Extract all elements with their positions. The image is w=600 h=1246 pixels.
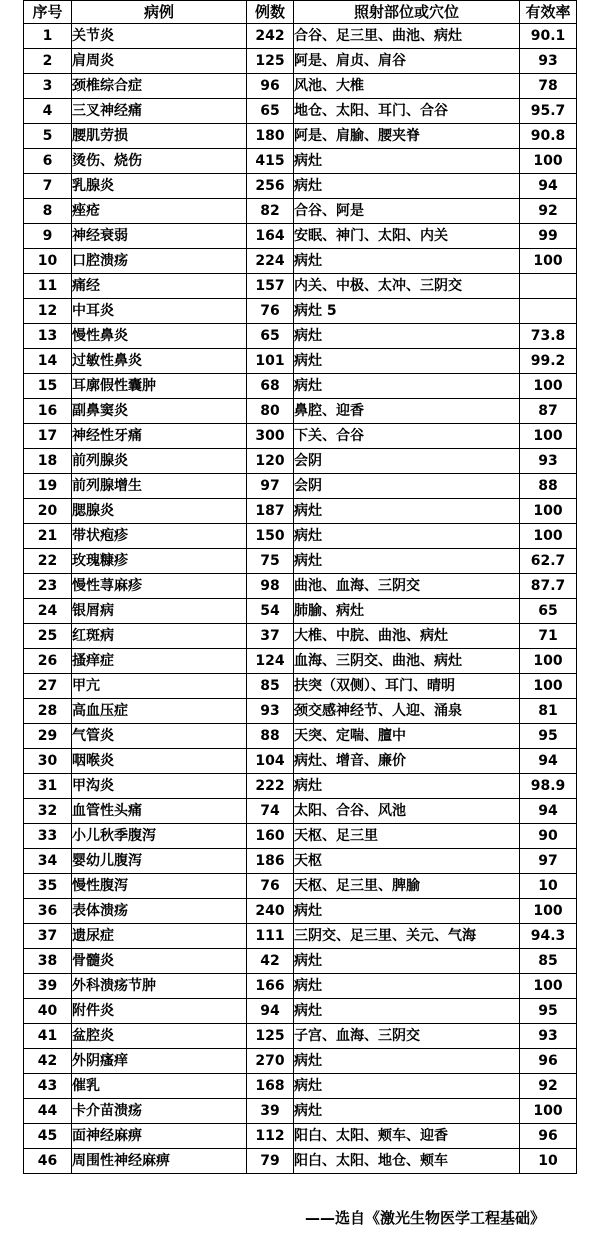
cell-disease: 中耳炎 bbox=[72, 299, 247, 324]
table-row bbox=[24, 724, 577, 749]
cell-rate: 71 bbox=[520, 624, 577, 649]
header-cases: 例数 bbox=[247, 1, 294, 24]
cell-points: 阳白、太阳、地仓、颊车 bbox=[294, 1149, 520, 1174]
cell-cases: 300 bbox=[247, 424, 294, 449]
cell-disease: 面神经麻痹 bbox=[72, 1124, 247, 1149]
cell-disease: 过敏性鼻炎 bbox=[72, 349, 247, 374]
cell-rate: 95 bbox=[520, 999, 577, 1024]
treatment-table bbox=[23, 0, 577, 1174]
cell-cases: 160 bbox=[247, 824, 294, 849]
cell-points: 颈交感神经节、人迎、涌泉 bbox=[294, 699, 520, 724]
cell-index: 26 bbox=[24, 649, 72, 674]
cell-index: 33 bbox=[24, 824, 72, 849]
cell-disease: 前列腺增生 bbox=[72, 474, 247, 499]
cell-rate: 96 bbox=[520, 1124, 577, 1149]
cell-cases: 186 bbox=[247, 849, 294, 874]
cell-disease: 骨髓炎 bbox=[72, 949, 247, 974]
cell-rate: 100 bbox=[520, 1099, 577, 1124]
cell-disease: 带状疱疹 bbox=[72, 524, 247, 549]
cell-index: 18 bbox=[24, 449, 72, 474]
cell-index: 43 bbox=[24, 1074, 72, 1099]
cell-points: 病灶 bbox=[294, 974, 520, 999]
table-row bbox=[24, 324, 577, 349]
cell-index: 31 bbox=[24, 774, 72, 799]
table-row bbox=[24, 999, 577, 1024]
cell-rate: 100 bbox=[520, 374, 577, 399]
cell-index: 44 bbox=[24, 1099, 72, 1124]
cell-rate: 100 bbox=[520, 974, 577, 999]
cell-points: 病灶、增音、廉价 bbox=[294, 749, 520, 774]
cell-disease: 痛经 bbox=[72, 274, 247, 299]
cell-points: 病灶 bbox=[294, 174, 520, 199]
table-row bbox=[24, 974, 577, 999]
cell-points: 阳白、太阳、颊车、迎香 bbox=[294, 1124, 520, 1149]
cell-disease: 红斑病 bbox=[72, 624, 247, 649]
cell-cases: 112 bbox=[247, 1124, 294, 1149]
cell-disease: 神经性牙痛 bbox=[72, 424, 247, 449]
cell-disease: 慢性腹泻 bbox=[72, 874, 247, 899]
table-row bbox=[24, 949, 577, 974]
cell-index: 35 bbox=[24, 874, 72, 899]
cell-index: 42 bbox=[24, 1049, 72, 1074]
table-row bbox=[24, 649, 577, 674]
table-row bbox=[24, 1024, 577, 1049]
cell-index: 13 bbox=[24, 324, 72, 349]
cell-disease: 外科溃疡节肿 bbox=[72, 974, 247, 999]
cell-disease: 腰肌劳损 bbox=[72, 124, 247, 149]
cell-cases: 85 bbox=[247, 674, 294, 699]
cell-cases: 79 bbox=[247, 1149, 294, 1174]
table-row bbox=[24, 1099, 577, 1124]
cell-index: 39 bbox=[24, 974, 72, 999]
cell-points: 合谷、足三里、曲池、病灶 bbox=[294, 24, 520, 49]
table-row bbox=[24, 24, 577, 49]
cell-index: 34 bbox=[24, 849, 72, 874]
cell-cases: 164 bbox=[247, 224, 294, 249]
cell-rate: 65 bbox=[520, 599, 577, 624]
cell-index: 37 bbox=[24, 924, 72, 949]
header-row bbox=[24, 1, 577, 24]
table-row bbox=[24, 624, 577, 649]
cell-cases: 80 bbox=[247, 399, 294, 424]
cell-rate: 90 bbox=[520, 824, 577, 849]
cell-cases: 68 bbox=[247, 374, 294, 399]
cell-index: 7 bbox=[24, 174, 72, 199]
cell-points: 病灶 bbox=[294, 374, 520, 399]
source-citation: ——选自《激光生物医学工程基础》 bbox=[305, 1209, 546, 1227]
table-row bbox=[24, 749, 577, 774]
table-row bbox=[24, 449, 577, 474]
cell-disease: 神经衰弱 bbox=[72, 224, 247, 249]
cell-index: 1 bbox=[24, 24, 72, 49]
cell-disease: 痤疮 bbox=[72, 199, 247, 224]
cell-disease: 副鼻窦炎 bbox=[72, 399, 247, 424]
cell-points: 病灶 bbox=[294, 949, 520, 974]
cell-rate: 88 bbox=[520, 474, 577, 499]
cell-index: 29 bbox=[24, 724, 72, 749]
cell-rate: 94.3 bbox=[520, 924, 577, 949]
cell-index: 2 bbox=[24, 49, 72, 74]
cell-cases: 150 bbox=[247, 524, 294, 549]
table-row bbox=[24, 174, 577, 199]
cell-rate: 93 bbox=[520, 1024, 577, 1049]
cell-rate: 100 bbox=[520, 899, 577, 924]
cell-points: 病灶 bbox=[294, 774, 520, 799]
cell-index: 27 bbox=[24, 674, 72, 699]
cell-cases: 180 bbox=[247, 124, 294, 149]
cell-disease: 烫伤、烧伤 bbox=[72, 149, 247, 174]
cell-cases: 65 bbox=[247, 324, 294, 349]
cell-index: 17 bbox=[24, 424, 72, 449]
cell-cases: 98 bbox=[247, 574, 294, 599]
table-row bbox=[24, 149, 577, 174]
cell-disease: 颈椎综合症 bbox=[72, 74, 247, 99]
table-row bbox=[24, 124, 577, 149]
cell-points: 天突、定喘、膻中 bbox=[294, 724, 520, 749]
cell-index: 30 bbox=[24, 749, 72, 774]
table-row bbox=[24, 74, 577, 99]
cell-rate: 94 bbox=[520, 799, 577, 824]
table-row bbox=[24, 224, 577, 249]
cell-index: 40 bbox=[24, 999, 72, 1024]
table-row bbox=[24, 349, 577, 374]
cell-cases: 256 bbox=[247, 174, 294, 199]
cell-disease: 盆腔炎 bbox=[72, 1024, 247, 1049]
cell-index: 46 bbox=[24, 1149, 72, 1174]
cell-points: 会阴 bbox=[294, 449, 520, 474]
table-row bbox=[24, 699, 577, 724]
table-row bbox=[24, 599, 577, 624]
cell-cases: 42 bbox=[247, 949, 294, 974]
cell-rate: 93 bbox=[520, 449, 577, 474]
cell-rate: 62.7 bbox=[520, 549, 577, 574]
table-row bbox=[24, 574, 577, 599]
cell-index: 38 bbox=[24, 949, 72, 974]
cell-disease: 甲亢 bbox=[72, 674, 247, 699]
cell-disease: 肩周炎 bbox=[72, 49, 247, 74]
cell-points: 子宫、血海、三阴交 bbox=[294, 1024, 520, 1049]
cell-cases: 125 bbox=[247, 49, 294, 74]
cell-points: 病灶 bbox=[294, 524, 520, 549]
cell-index: 5 bbox=[24, 124, 72, 149]
cell-points: 会阴 bbox=[294, 474, 520, 499]
cell-index: 6 bbox=[24, 149, 72, 174]
cell-cases: 415 bbox=[247, 149, 294, 174]
table-row bbox=[24, 199, 577, 224]
cell-index: 32 bbox=[24, 799, 72, 824]
table-row bbox=[24, 849, 577, 874]
cell-index: 41 bbox=[24, 1024, 72, 1049]
cell-rate: 95.7 bbox=[520, 99, 577, 124]
cell-disease: 卡介苗溃疡 bbox=[72, 1099, 247, 1124]
cell-disease: 附件炎 bbox=[72, 999, 247, 1024]
cell-rate: 96 bbox=[520, 1049, 577, 1074]
table-row bbox=[24, 1124, 577, 1149]
cell-index: 12 bbox=[24, 299, 72, 324]
cell-rate: 87 bbox=[520, 399, 577, 424]
cell-rate: 78 bbox=[520, 74, 577, 99]
cell-index: 45 bbox=[24, 1124, 72, 1149]
table-row bbox=[24, 499, 577, 524]
cell-disease: 玫瑰糠疹 bbox=[72, 549, 247, 574]
cell-rate: 100 bbox=[520, 649, 577, 674]
cell-index: 11 bbox=[24, 274, 72, 299]
cell-points: 天枢、足三里 bbox=[294, 824, 520, 849]
cell-disease: 银屑病 bbox=[72, 599, 247, 624]
cell-cases: 104 bbox=[247, 749, 294, 774]
cell-disease: 小儿秋季腹泻 bbox=[72, 824, 247, 849]
table-row bbox=[24, 824, 577, 849]
cell-points: 天枢 bbox=[294, 849, 520, 874]
cell-cases: 75 bbox=[247, 549, 294, 574]
cell-points: 病灶 bbox=[294, 324, 520, 349]
cell-rate: 100 bbox=[520, 249, 577, 274]
cell-disease: 口腔溃疡 bbox=[72, 249, 247, 274]
cell-cases: 88 bbox=[247, 724, 294, 749]
cell-points: 风池、大椎 bbox=[294, 74, 520, 99]
cell-rate: 94 bbox=[520, 749, 577, 774]
cell-rate: 92 bbox=[520, 1074, 577, 1099]
cell-disease: 表体溃疡 bbox=[72, 899, 247, 924]
table-body bbox=[24, 24, 577, 1174]
cell-rate: 10 bbox=[520, 1149, 577, 1174]
cell-cases: 93 bbox=[247, 699, 294, 724]
table-row bbox=[24, 1049, 577, 1074]
cell-points: 病灶 bbox=[294, 899, 520, 924]
cell-points: 病灶 bbox=[294, 1049, 520, 1074]
cell-rate: 99 bbox=[520, 224, 577, 249]
cell-points: 病灶 bbox=[294, 499, 520, 524]
cell-index: 14 bbox=[24, 349, 72, 374]
cell-points: 阿是、肩腧、腰夹脊 bbox=[294, 124, 520, 149]
cell-points: 肺腧、病灶 bbox=[294, 599, 520, 624]
cell-points: 下关、合谷 bbox=[294, 424, 520, 449]
cell-index: 36 bbox=[24, 899, 72, 924]
cell-cases: 224 bbox=[247, 249, 294, 274]
cell-points: 鼻腔、迎香 bbox=[294, 399, 520, 424]
table-row bbox=[24, 399, 577, 424]
cell-cases: 168 bbox=[247, 1074, 294, 1099]
cell-points: 血海、三阴交、曲池、病灶 bbox=[294, 649, 520, 674]
cell-cases: 39 bbox=[247, 1099, 294, 1124]
cell-rate bbox=[520, 274, 577, 299]
cell-cases: 96 bbox=[247, 74, 294, 99]
cell-rate: 73.8 bbox=[520, 324, 577, 349]
cell-rate: 100 bbox=[520, 499, 577, 524]
cell-cases: 74 bbox=[247, 799, 294, 824]
cell-index: 21 bbox=[24, 524, 72, 549]
cell-points: 阿是、肩贞、肩谷 bbox=[294, 49, 520, 74]
cell-disease: 遗尿症 bbox=[72, 924, 247, 949]
cell-cases: 240 bbox=[247, 899, 294, 924]
cell-index: 24 bbox=[24, 599, 72, 624]
cell-index: 23 bbox=[24, 574, 72, 599]
cell-cases: 124 bbox=[247, 649, 294, 674]
cell-index: 28 bbox=[24, 699, 72, 724]
cell-disease: 关节炎 bbox=[72, 24, 247, 49]
table-row bbox=[24, 299, 577, 324]
cell-index: 8 bbox=[24, 199, 72, 224]
cell-points: 病灶 bbox=[294, 1074, 520, 1099]
cell-cases: 37 bbox=[247, 624, 294, 649]
cell-points: 病灶 bbox=[294, 149, 520, 174]
cell-index: 22 bbox=[24, 549, 72, 574]
cell-cases: 270 bbox=[247, 1049, 294, 1074]
cell-index: 16 bbox=[24, 399, 72, 424]
cell-points: 病灶 5 bbox=[294, 299, 520, 324]
cell-cases: 76 bbox=[247, 874, 294, 899]
cell-points: 内关、中极、太冲、三阴交 bbox=[294, 274, 520, 299]
table-row bbox=[24, 274, 577, 299]
cell-disease: 腮腺炎 bbox=[72, 499, 247, 524]
cell-points: 病灶 bbox=[294, 999, 520, 1024]
cell-points: 病灶 bbox=[294, 1099, 520, 1124]
cell-disease: 慢性鼻炎 bbox=[72, 324, 247, 349]
table-row bbox=[24, 1074, 577, 1099]
cell-cases: 166 bbox=[247, 974, 294, 999]
cell-rate: 100 bbox=[520, 674, 577, 699]
cell-disease: 婴幼儿腹泻 bbox=[72, 849, 247, 874]
cell-disease: 三叉神经痛 bbox=[72, 99, 247, 124]
cell-points: 地仓、太阳、耳门、合谷 bbox=[294, 99, 520, 124]
cell-rate: 10 bbox=[520, 874, 577, 899]
table-row bbox=[24, 1149, 577, 1174]
cell-disease: 甲沟炎 bbox=[72, 774, 247, 799]
cell-index: 25 bbox=[24, 624, 72, 649]
cell-cases: 157 bbox=[247, 274, 294, 299]
table-row bbox=[24, 924, 577, 949]
cell-cases: 242 bbox=[247, 24, 294, 49]
cell-rate: 97 bbox=[520, 849, 577, 874]
cell-rate: 100 bbox=[520, 424, 577, 449]
cell-cases: 222 bbox=[247, 774, 294, 799]
cell-cases: 187 bbox=[247, 499, 294, 524]
table-row bbox=[24, 874, 577, 899]
cell-rate: 90.8 bbox=[520, 124, 577, 149]
cell-index: 19 bbox=[24, 474, 72, 499]
cell-rate: 99.2 bbox=[520, 349, 577, 374]
cell-points: 病灶 bbox=[294, 349, 520, 374]
cell-rate bbox=[520, 299, 577, 324]
cell-rate: 92 bbox=[520, 199, 577, 224]
cell-rate: 93 bbox=[520, 49, 577, 74]
cell-cases: 76 bbox=[247, 299, 294, 324]
cell-index: 10 bbox=[24, 249, 72, 274]
cell-disease: 前列腺炎 bbox=[72, 449, 247, 474]
table-row bbox=[24, 774, 577, 799]
header-disease: 病例 bbox=[72, 1, 247, 24]
cell-index: 20 bbox=[24, 499, 72, 524]
cell-points: 曲池、血海、三阴交 bbox=[294, 574, 520, 599]
cell-index: 15 bbox=[24, 374, 72, 399]
table-row bbox=[24, 674, 577, 699]
cell-disease: 乳腺炎 bbox=[72, 174, 247, 199]
table-row bbox=[24, 424, 577, 449]
cell-rate: 85 bbox=[520, 949, 577, 974]
table-row bbox=[24, 374, 577, 399]
table-row bbox=[24, 799, 577, 824]
cell-points: 病灶 bbox=[294, 549, 520, 574]
cell-cases: 65 bbox=[247, 99, 294, 124]
cell-points: 天枢、足三里、脾腧 bbox=[294, 874, 520, 899]
cell-rate: 100 bbox=[520, 149, 577, 174]
cell-disease: 外阴瘙痒 bbox=[72, 1049, 247, 1074]
cell-rate: 81 bbox=[520, 699, 577, 724]
cell-rate: 100 bbox=[520, 524, 577, 549]
cell-disease: 气管炎 bbox=[72, 724, 247, 749]
cell-points: 扶突（双侧）、耳门、晴明 bbox=[294, 674, 520, 699]
cell-index: 9 bbox=[24, 224, 72, 249]
cell-disease: 耳廓假性囊肿 bbox=[72, 374, 247, 399]
header-rate: 有效率 bbox=[520, 1, 577, 24]
cell-cases: 125 bbox=[247, 1024, 294, 1049]
table-row bbox=[24, 99, 577, 124]
cell-points: 合谷、阿是 bbox=[294, 199, 520, 224]
cell-points: 三阴交、足三里、关元、气海 bbox=[294, 924, 520, 949]
cell-rate: 94 bbox=[520, 174, 577, 199]
cell-cases: 111 bbox=[247, 924, 294, 949]
table-row bbox=[24, 474, 577, 499]
cell-points: 太阳、合谷、风池 bbox=[294, 799, 520, 824]
cell-points: 病灶 bbox=[294, 249, 520, 274]
header-index: 序号 bbox=[24, 1, 72, 24]
table-row bbox=[24, 249, 577, 274]
cell-disease: 催乳 bbox=[72, 1074, 247, 1099]
cell-cases: 54 bbox=[247, 599, 294, 624]
cell-points: 大椎、中脘、曲池、病灶 bbox=[294, 624, 520, 649]
cell-index: 3 bbox=[24, 74, 72, 99]
cell-rate: 90.1 bbox=[520, 24, 577, 49]
cell-cases: 82 bbox=[247, 199, 294, 224]
cell-cases: 94 bbox=[247, 999, 294, 1024]
table-row bbox=[24, 549, 577, 574]
cell-cases: 97 bbox=[247, 474, 294, 499]
cell-disease: 咽喉炎 bbox=[72, 749, 247, 774]
cell-cases: 101 bbox=[247, 349, 294, 374]
header-points: 照射部位或穴位 bbox=[294, 1, 520, 24]
cell-index: 4 bbox=[24, 99, 72, 124]
cell-points: 安眠、神门、太阳、内关 bbox=[294, 224, 520, 249]
table-row bbox=[24, 49, 577, 74]
cell-rate: 87.7 bbox=[520, 574, 577, 599]
cell-disease: 搔痒症 bbox=[72, 649, 247, 674]
cell-rate: 98.9 bbox=[520, 774, 577, 799]
cell-disease: 慢性荨麻疹 bbox=[72, 574, 247, 599]
cell-disease: 周围性神经麻痹 bbox=[72, 1149, 247, 1174]
cell-disease: 高血压症 bbox=[72, 699, 247, 724]
table-row bbox=[24, 899, 577, 924]
cell-rate: 95 bbox=[520, 724, 577, 749]
cell-cases: 120 bbox=[247, 449, 294, 474]
table-row bbox=[24, 524, 577, 549]
cell-disease: 血管性头痛 bbox=[72, 799, 247, 824]
